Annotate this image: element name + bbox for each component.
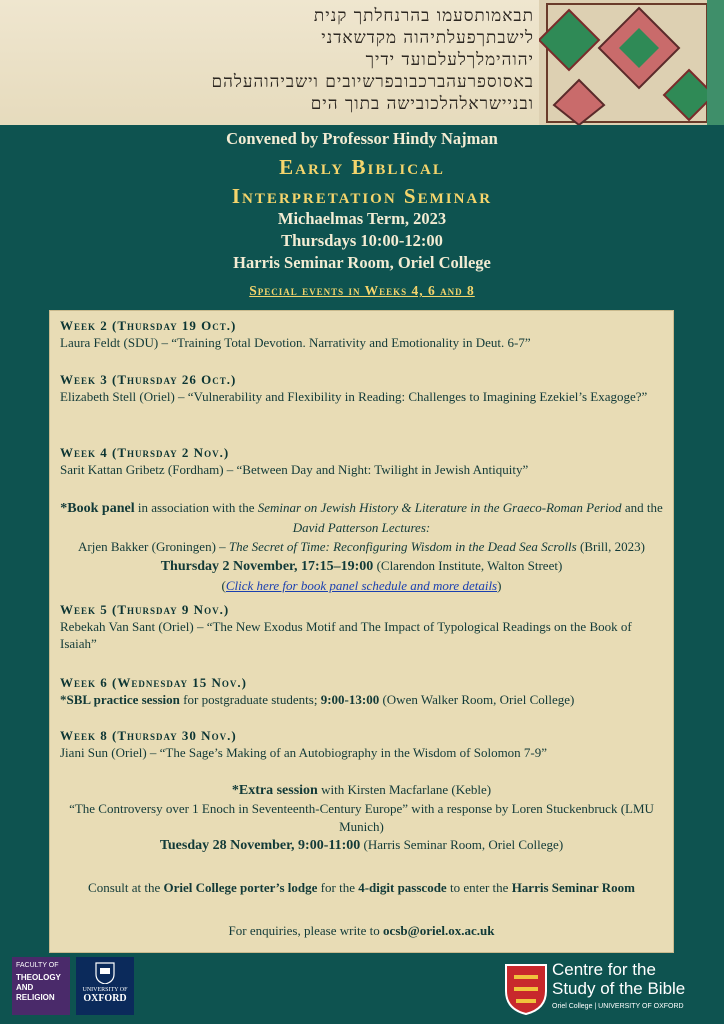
week-3-entry xyxy=(60,371,663,405)
lecture-series-name: David Patterson Lectures: xyxy=(292,520,431,535)
seminar-name: Seminar on Jewish History & Literature in the Graeco-Roman Period xyxy=(257,500,622,515)
oxford-crest-icon xyxy=(82,962,128,984)
faculty-logo-line: AND xyxy=(16,983,34,992)
extra-session-date: Tuesday 28 November, 9:00-11:00 xyxy=(159,838,361,853)
porters-lodge: Oriel College porter’s lodge xyxy=(163,880,318,895)
book-panel-text: in association with the xyxy=(134,500,258,515)
extra-session-label: *Extra session xyxy=(231,783,318,798)
csb-name-line1: Centre for the xyxy=(552,960,656,979)
manuscript-script: יהוהימלךלעלםועד ידיך xyxy=(365,50,534,70)
seminar-details xyxy=(0,209,724,273)
week-heading: Week 4 (Thursday 2 Nov.) xyxy=(60,445,230,460)
book-title: The Secret of Time: Reconfiguring Wisdom in the Dead Sea Scrolls xyxy=(228,539,577,554)
access-text: Consult at the xyxy=(88,880,164,895)
week-heading: Week 8 (Thursday 30 Nov.) xyxy=(60,728,237,743)
talk-details: Rebekah Van Sant (Oriel) – “The New Exodus Motif and The Impact of Typological Readings on the Book of Isaiah” xyxy=(60,619,632,651)
faculty-logo-line: RELIGION xyxy=(16,993,55,1002)
access-text: for the xyxy=(317,880,359,895)
manuscript-banner xyxy=(0,0,724,125)
oxford-logo-name: OXFORD xyxy=(83,993,127,1004)
manuscript-script: ובניישראלהלכובישה בתוך הים xyxy=(310,94,534,114)
talk-details: Sarit Kattan Gribetz (Fordham) – “Between Day and Night: Twilight in Jewish Antiquity” xyxy=(60,462,529,477)
csb-name-line2: Study of the Bible xyxy=(552,979,686,998)
extra-session-speaker: with Kirsten Macfarlane (Keble) xyxy=(317,782,492,797)
time: Thursdays 10:00-12:00 xyxy=(281,231,443,250)
enquiries-email[interactable]: ocsb@oriel.ox.ac.uk xyxy=(383,923,495,938)
panel-place: (Clarendon Institute, Walton Street) xyxy=(373,558,563,573)
manuscript-script: תבאמותסעמו בהרנחלתך קנית xyxy=(313,6,534,26)
passcode-note: 4-digit passcode xyxy=(358,880,447,895)
week-4-entry xyxy=(60,444,663,478)
extra-session-entry xyxy=(60,781,663,855)
convener-line: Convened by Professor Hindy Najman xyxy=(226,129,498,148)
oxford-logo-small: UNIVERSITY OF xyxy=(82,987,128,993)
sbl-session-label: *SBL practice session xyxy=(60,692,180,707)
week-heading: Week 3 (Thursday 26 Oct.) xyxy=(60,372,237,387)
oriel-shield-icon xyxy=(504,963,548,1015)
faculty-logo xyxy=(12,957,70,1015)
talk-details: Laura Feldt (SDU) – “Training Total Devotion. Narrativity and Emotionality in Deut. 6-7” xyxy=(60,335,531,350)
seminar-title-line2: Interpretation Seminar xyxy=(231,184,493,208)
sbl-session-place: (Owen Walker Room, Oriel College) xyxy=(379,692,575,707)
illuminated-ornament xyxy=(539,0,724,125)
schedule-box xyxy=(49,310,674,953)
week-5-entry xyxy=(60,601,663,652)
week-6-entry xyxy=(60,674,663,708)
extra-session-place: (Harris Seminar Room, Oriel College) xyxy=(360,837,564,852)
week-heading: Week 6 (Wednesday 15 Nov.) xyxy=(60,675,247,690)
csb-affiliation: Oriel College | UNIVERSITY OF OXFORD xyxy=(552,1003,684,1010)
faculty-logo-line: THEOLOGY xyxy=(16,973,61,982)
seminar-title-line1: Early Biblical xyxy=(279,155,445,179)
csb-name xyxy=(552,960,685,998)
sbl-session-text: for postgraduate students; xyxy=(179,692,321,707)
special-events-heading: Special events in Weeks 4, 6 and 8 xyxy=(249,283,475,298)
manuscript-script: לישבתךפעלתיהוה מקדשאדני xyxy=(321,28,534,48)
manuscript-script: באסוספרעהברכבובפרשיובים וישביהוהעלהם xyxy=(211,72,534,92)
book-panel-text: and the xyxy=(621,500,663,515)
week-2-entry xyxy=(60,317,663,351)
panel-date: Thursday 2 November, 17:15–19:00 xyxy=(160,559,374,574)
talk-details: Elizabeth Stell (Oriel) – “Vulnerability and Flexibility in Reading: Challenges to Imagining Ezekiel’s Exagoge?” xyxy=(60,389,648,404)
week-heading: Week 5 (Thursday 9 Nov.) xyxy=(60,602,230,617)
extra-session-title: “The Controversy over 1 Enoch in Seventeenth-Century Europe” with a response by Loren Stuckenbruck (LMU Munich) xyxy=(69,801,654,834)
room-name: Harris Seminar Room xyxy=(511,880,635,895)
seminar-title xyxy=(0,153,724,211)
book-publisher: (Brill, 2023) xyxy=(576,539,645,554)
book-panel-link[interactable]: Click here for book panel schedule and more details xyxy=(225,578,498,593)
talk-details: Jiani Sun (Oriel) – “The Sage’s Making of an Autobiography in the Wisdom of Solomon 7-9” xyxy=(60,745,548,760)
access-note xyxy=(60,879,663,897)
faculty-logo-small: FACULTY OF xyxy=(16,962,59,969)
term: Michaelmas Term, 2023 xyxy=(277,209,447,228)
panel-author: Arjen Bakker (Groningen) – xyxy=(78,539,229,554)
access-text: to enter the xyxy=(446,880,512,895)
week-heading: Week 2 (Thursday 19 Oct.) xyxy=(60,318,237,333)
enquiries-line xyxy=(60,922,663,939)
enquiries-text: For enquiries, please write to xyxy=(228,923,384,938)
book-panel-entry: *Book panel in association with the Seminar on Jewish History & Literature in the Graeco-Roman Period and the David Patterson Lectures: Arjen Bakker (Groningen) – The Secret of Time: Reconfiguring Wisdom in the Dead Sea Scrolls (Brill, 2023) Thursday 2 November, 17:15–19:00 (Clarendon Institute, Walton Street) (Click here for book panel schedule and more details) xyxy=(60,500,663,593)
csb-logo xyxy=(504,960,714,1018)
sbl-session-time: 9:00-13:00 xyxy=(320,692,380,707)
book-panel-label: *Book panel xyxy=(60,501,135,516)
venue: Harris Seminar Room, Oriel College xyxy=(233,253,491,272)
week-8-entry xyxy=(60,727,663,761)
